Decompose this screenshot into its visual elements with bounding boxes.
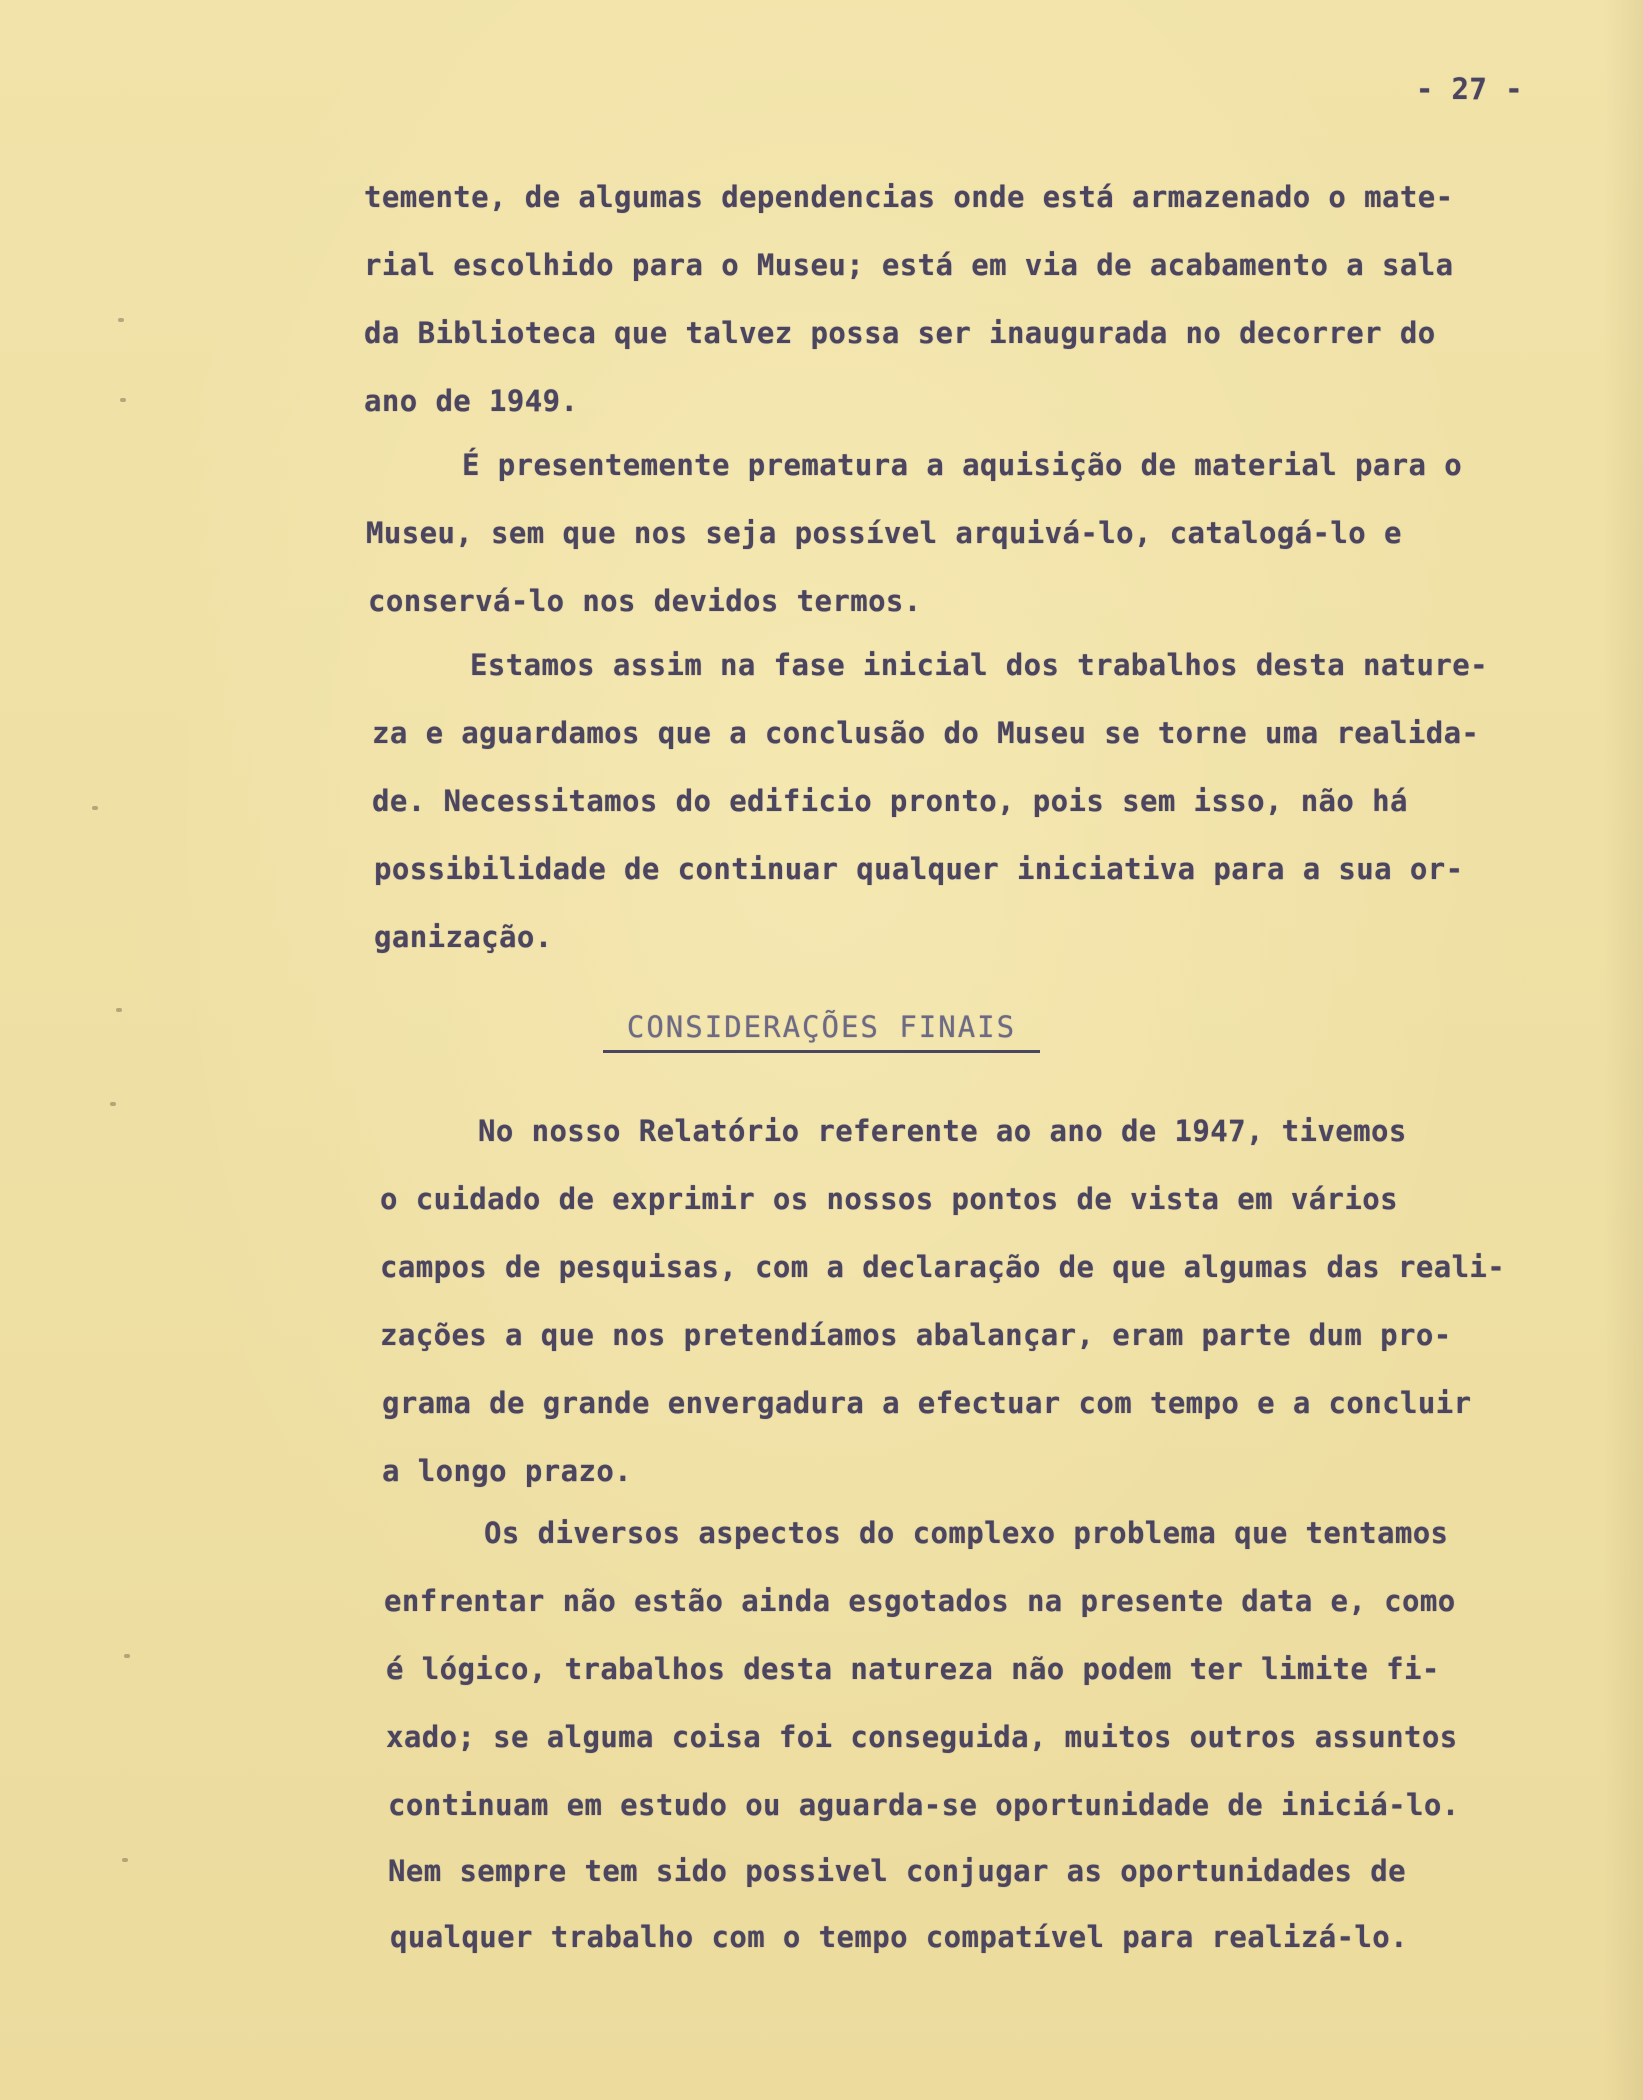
text-line: conservá-lo nos devidos termos. [368,584,922,618]
margin-speck [118,318,124,322]
text-line: ano de 1949. [364,384,579,418]
text-line: ganização. [374,920,553,954]
text-line: o cuidado de exprimir os nossos pontos de vista em vários [380,1182,1398,1216]
text-line: da Biblioteca que talvez possa ser inaugurada no decorrer do [364,316,1436,350]
margin-speck [92,806,98,810]
page-number: - 27 - [1415,72,1523,106]
text-line: grama de grande envergadura a efectuar com tempo e a concluir [382,1386,1472,1420]
text-line: Museu, sem que nos seja possível arquivá-lo, catalogá-lo e [366,516,1402,550]
margin-speck [122,1858,128,1862]
paper-edge-shadow [1603,0,1643,2100]
text-line: xado; se alguma coisa foi conseguida, muitos outros assuntos [386,1720,1458,1754]
margin-speck [124,1654,130,1658]
text-line: a longo prazo. [382,1454,633,1488]
text-line: zações a que nos pretendíamos abalançar, eram parte dum pro- [380,1318,1452,1352]
text-line: é lógico, trabalhos desta natureza não podem ter limite fi- [386,1652,1440,1686]
text-line: enfrentar não estão ainda esgotados na presente data e, como [384,1584,1456,1618]
text-line: Estamos assim na fase inicial dos trabalhos desta nature- [470,648,1488,682]
text-line: campos de pesquisas, com a declaração de que algumas das reali- [380,1250,1506,1284]
text-line: Os diversos aspectos do complexo problema que tentamos [484,1516,1449,1550]
text-line: qualquer trabalho com o tempo compatível para realizá-lo. [390,1920,1408,1954]
text-line: za e aguardamos que a conclusão do Museu se torne uma realida- [372,716,1480,750]
text-line: de. Necessitamos do edificio pronto, pois sem isso, não há [372,784,1408,818]
text-line: temente, de algumas dependencias onde está armazenado o mate- [364,180,1454,214]
text-line: No nosso Relatório referente ao ano de 1947, tivemos [478,1114,1407,1148]
text-line: É presentemente prematura a aquisição de material para o [462,448,1463,482]
text-line: rial escolhido para o Museu; está em via de acabamento a sala [364,248,1454,282]
text-line: continuam em estudo ou aguarda-se oportunidade de iniciá-lo. [388,1788,1460,1822]
text-line: Nem sempre tem sido possivel conjugar as oportunidades de [388,1854,1406,1888]
margin-speck [120,398,126,402]
section-heading-text: CONSIDERAÇÕES FINAIS [603,1010,1040,1053]
text-line: possibilidade de continuar qualquer iniciativa para a sua or- [374,852,1464,886]
margin-speck [110,1102,116,1106]
section-heading [0,1010,1643,1044]
